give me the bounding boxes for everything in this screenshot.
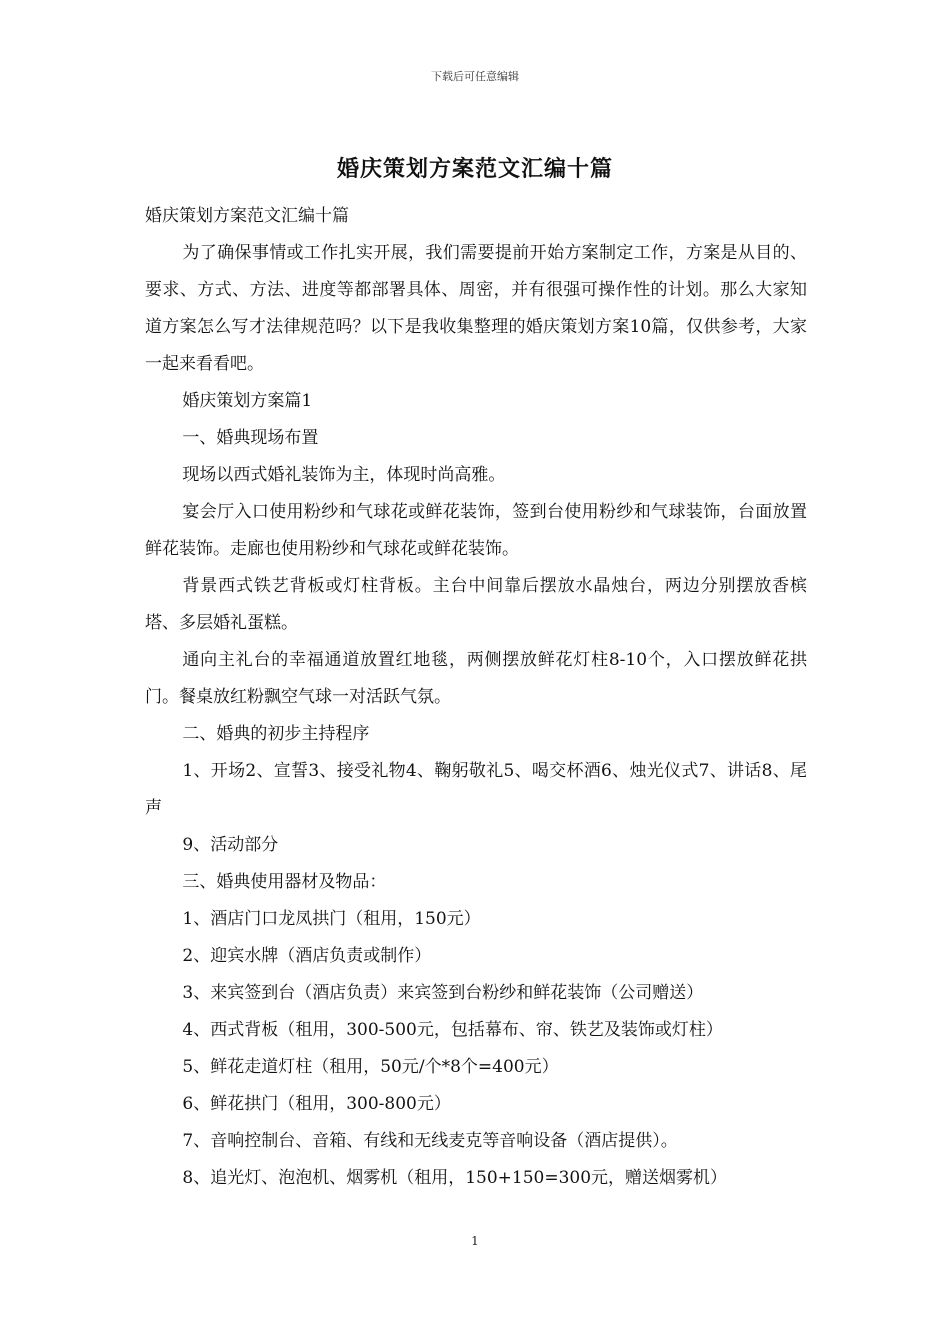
body-paragraph: 宴会厅入口使用粉纱和气球花或鲜花装饰，签到台使用粉纱和气球装饰，台面放置鲜花装饰。走廊也使用粉纱和气球花或鲜花装饰。 bbox=[145, 502, 807, 559]
list-item: 2、迎宾水牌（酒店负责或制作） bbox=[182, 946, 432, 966]
list-item: 9、活动部分 bbox=[182, 835, 279, 855]
subtitle-paragraph: 婚庆策划方案范文汇编十篇 bbox=[145, 206, 349, 226]
list-item: 8、追光灯、泡泡机、烟雾机（租用，150+150=300元，赠送烟雾机） bbox=[182, 1168, 728, 1188]
page-number: 1 bbox=[471, 1234, 479, 1248]
subsection-heading: 二、婚典的初步主持程序 bbox=[182, 724, 370, 744]
list-item: 5、鲜花走道灯柱（租用，50元/个*8个=400元） bbox=[182, 1057, 559, 1077]
intro-paragraph: 为了确保事情或工作扎实开展，我们需要提前开始方案制定工作，方案是从目的、要求、方式、方法、进度等都部署具体、周密，并有很强可操作性的计划。那么大家知道方案怎么写才法律规范吗？以下是我收集整理的婚庆策划方案10篇，仅供参考，大家一起来看看吧。 bbox=[145, 243, 807, 374]
subsection-heading: 三、婚典使用器材及物品： bbox=[182, 872, 387, 892]
section-heading: 婚庆策划方案篇1 bbox=[182, 391, 313, 411]
body-paragraph: 现场以西式婚礼装饰为主，体现时尚高雅。 bbox=[182, 465, 506, 485]
body-paragraph: 背景西式铁艺背板或灯柱背板。主台中间靠后摆放水晶烛台，两边分别摆放香槟塔、多层婚礼蛋糕。 bbox=[145, 576, 807, 633]
list-item: 3、来宾签到台（酒店负责）来宾签到台粉纱和鲜花装饰（公司赠送） bbox=[182, 983, 704, 1003]
list-item: 6、鲜花拱门（租用，300-800元） bbox=[182, 1094, 451, 1114]
document-body bbox=[145, 198, 807, 1197]
header-note: 下载后可任意编辑 bbox=[431, 70, 519, 83]
body-paragraph: 通向主礼台的幸福通道放置红地毯，两侧摆放鲜花灯柱8-10个，入口摆放鲜花拱门。餐桌放红粉飘空气球一对活跃气氛。 bbox=[145, 650, 807, 707]
document-title: 婚庆策划方案范文汇编十篇 bbox=[336, 156, 613, 182]
program-list: 1、开场2、宣誓3、接受礼物4、鞠躬敬礼5、喝交杯酒6、烛光仪式7、讲话8、尾声 bbox=[145, 761, 807, 818]
list-item: 1、酒店门口龙凤拱门（租用，150元） bbox=[182, 909, 481, 929]
subsection-heading: 一、婚典现场布置 bbox=[182, 428, 319, 448]
list-item: 4、西式背板（租用，300-500元，包括幕布、帘、铁艺及装饰或灯柱） bbox=[182, 1020, 723, 1040]
list-item: 7、音响控制台、音箱、有线和无线麦克等音响设备（酒店提供）。 bbox=[182, 1131, 678, 1151]
